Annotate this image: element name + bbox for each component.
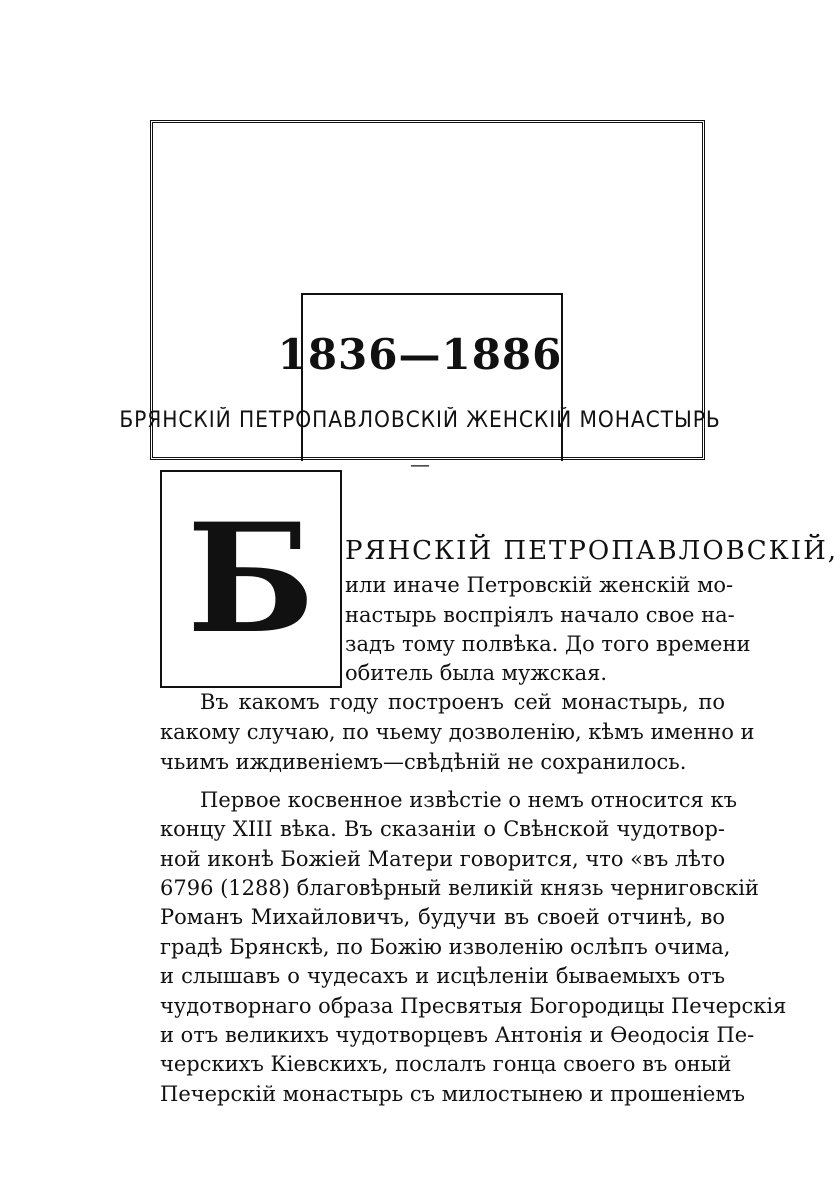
- text-line: РЯНСКІЙ ПЕТРОПАВЛОВСКІЙ,: [345, 536, 839, 566]
- text-line: Въ какомъ году построенъ сей монастырь, по: [200, 690, 725, 714]
- title-separator: —: [410, 452, 430, 476]
- text-line: или иначе Петровскій женскій мо-: [345, 573, 734, 597]
- decorated-initial: [160, 470, 342, 688]
- text-line: какому случаю, по чьему дозволенію, кѣмъ именно и: [160, 720, 755, 744]
- text-line: ной иконѣ Божіей Матери говорится, что «въ лѣто: [160, 847, 726, 871]
- text-line: чьимъ иждивеніемъ—свѣдѣній не сохранилось.: [160, 750, 687, 774]
- text-line: Романъ Михайловичъ, будучи въ своей отчинѣ, во: [160, 905, 725, 929]
- text-line: Печерскій монастырь съ милостынею и прошеніемъ: [160, 1082, 746, 1106]
- text-line: 6796 (1288) благовѣрный великій князь черниговскій: [160, 876, 759, 900]
- text-line: обитель была мужская.: [345, 661, 608, 685]
- text-line: концу XIII вѣка. Въ сказаніи о Свѣнской чудотвор-: [160, 817, 725, 841]
- text-line: задъ тому полвѣка. До того времени: [345, 632, 751, 656]
- text-line: градѣ Брянскѣ, по Божію изволенію ослѣпъ очима,: [160, 935, 731, 959]
- text-line: и отъ великихъ чудотворцевъ Антонія и Ѳеодосія Пе-: [160, 1023, 755, 1047]
- text-line: Первое косвенное извѣстіе о немъ относится къ: [200, 788, 737, 812]
- page-title: БРЯНСКІЙ ПЕТРОПАВЛОВСКІЙ ЖЕНСКІЙ МОНАСТЫРЬ: [119, 408, 721, 433]
- text-line: чудотворнаго образа Пресвятыя Богородицы Печерскія: [160, 994, 787, 1018]
- initial-letter: Б: [186, 491, 316, 667]
- text-line: черскихъ Кіевскихъ, послалъ гонца своего въ оный: [160, 1052, 732, 1076]
- text-line: и слышавъ о чудесахъ и исцѣленіи бываемыхъ отъ: [160, 964, 725, 988]
- text-line: настырь воспріялъ начало свое на-: [345, 603, 735, 627]
- page-years: 1836—1886: [277, 330, 563, 379]
